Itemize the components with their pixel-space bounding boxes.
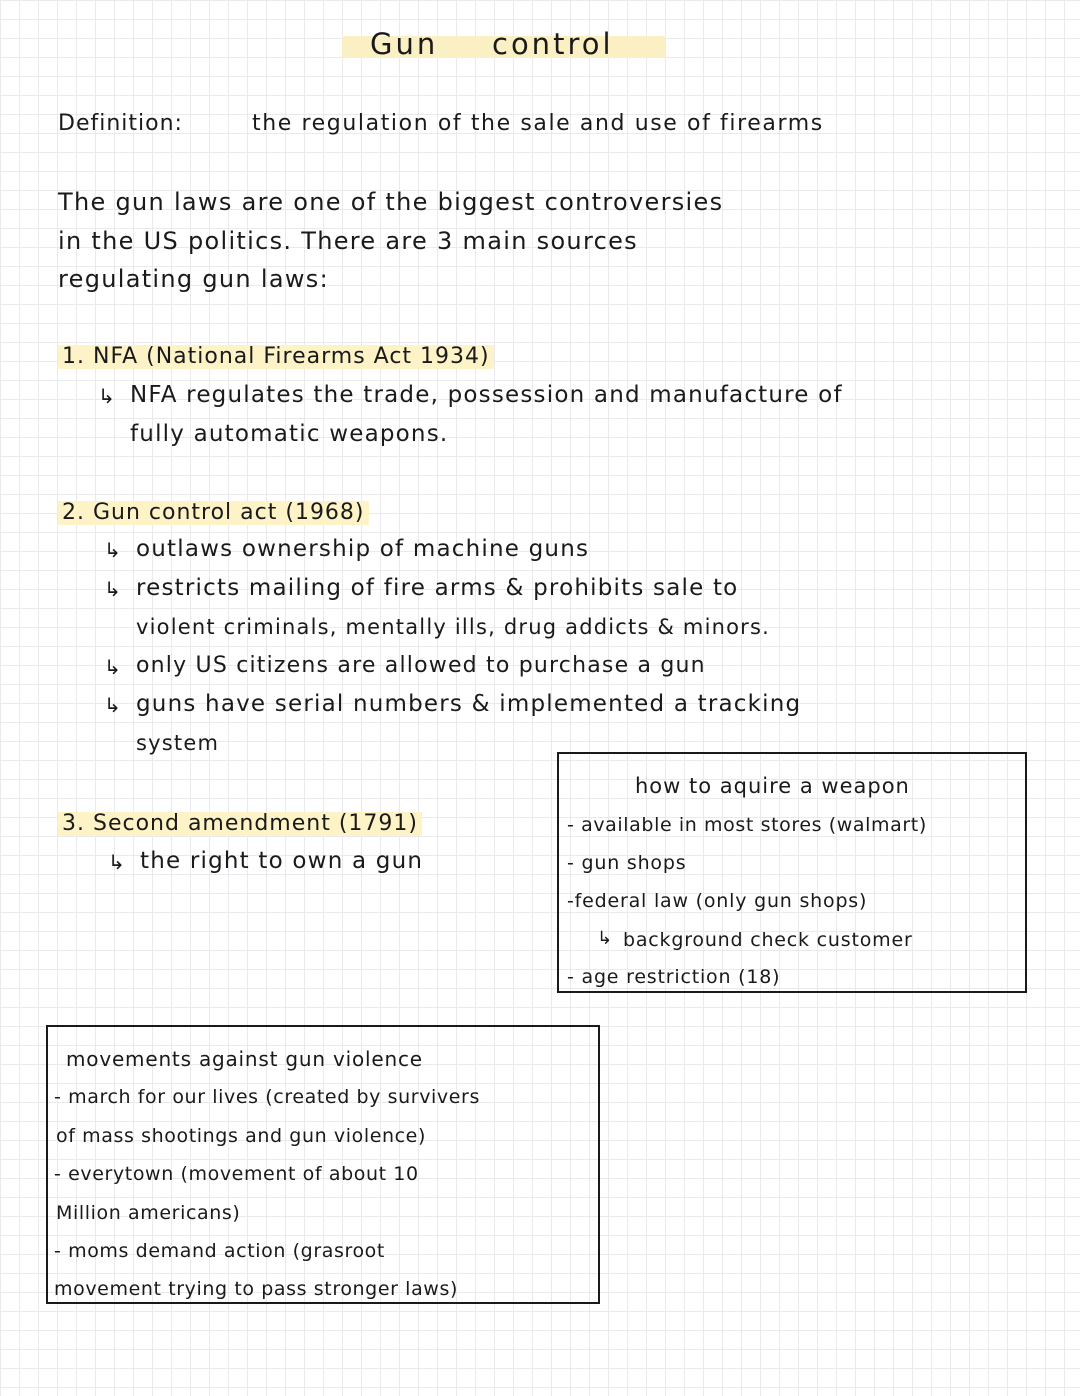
source-2-heading: 2. Gun control act (1968) [58,501,369,525]
arrow-icon: ↳ [104,655,122,679]
acquire-box-title: how to aquire a weapon [635,774,910,798]
intro-line-3: regulating gun laws: [58,265,329,293]
movements-line-1: - march for our lives (created by survivers [54,1086,480,1108]
movements-line-2: of mass shootings and gun violence) [56,1125,426,1147]
source-2-point-4-line-1: guns have serial numbers & implemented a tracking [136,691,802,717]
source-1-point-1-line-2: fully automatic weapons. [130,421,449,447]
source-1-heading: 1. NFA (National Firearms Act 1934) [58,345,494,369]
movements-line-5: - moms demand action (grasroot [54,1240,385,1262]
source-2-point-2-line-2: violent criminals, mentally ills, drug addicts & minors. [136,615,771,639]
movements-box [46,1025,600,1304]
acquire-item-5: - age restriction (18) [567,966,781,988]
acquire-weapon-box [557,752,1027,993]
title-word-2: control [492,27,614,61]
arrow-icon: ↳ [597,928,614,949]
source-3-point-1: the right to own a gun [140,848,424,874]
definition-label: Definition: [58,111,183,136]
source-2-point-3: only US citizens are allowed to purchase a gun [136,653,706,678]
source-2-point-1: outlaws ownership of machine guns [136,536,590,562]
acquire-item-4: background check customer [623,929,913,951]
movements-line-6: movement trying to pass stronger laws) [54,1278,458,1300]
source-2-point-2-line-1: restricts mailing of fire arms & prohibits sale to [136,575,739,601]
acquire-item-3: -federal law (only gun shops) [567,890,868,912]
arrow-icon: ↳ [104,538,122,562]
intro-line-1: The gun laws are one of the biggest controversies [58,188,724,216]
arrow-icon: ↳ [108,850,126,874]
page-title [342,27,666,61]
arrow-icon: ↳ [98,384,116,408]
acquire-item-1: - available in most stores (walmart) [567,814,927,836]
definition-text: the regulation of the sale and use of firearms [252,111,824,136]
source-1-point-1-line-1: NFA regulates the trade, possession and manufacture of [130,382,843,408]
source-2-point-4-line-2: system [136,731,220,755]
acquire-item-2: - gun shops [567,852,687,874]
intro-line-2: in the US politics. There are 3 main sources [58,227,638,255]
movements-line-3: - everytown (movement of about 10 [54,1163,419,1185]
movements-line-4: Million americans) [56,1202,241,1224]
title-word-1: Gun [370,27,439,61]
arrow-icon: ↳ [104,693,122,717]
source-3-heading: 3. Second amendment (1791) [58,812,422,836]
movements-box-title: movements against gun violence [66,1047,423,1071]
arrow-icon: ↳ [104,577,122,601]
